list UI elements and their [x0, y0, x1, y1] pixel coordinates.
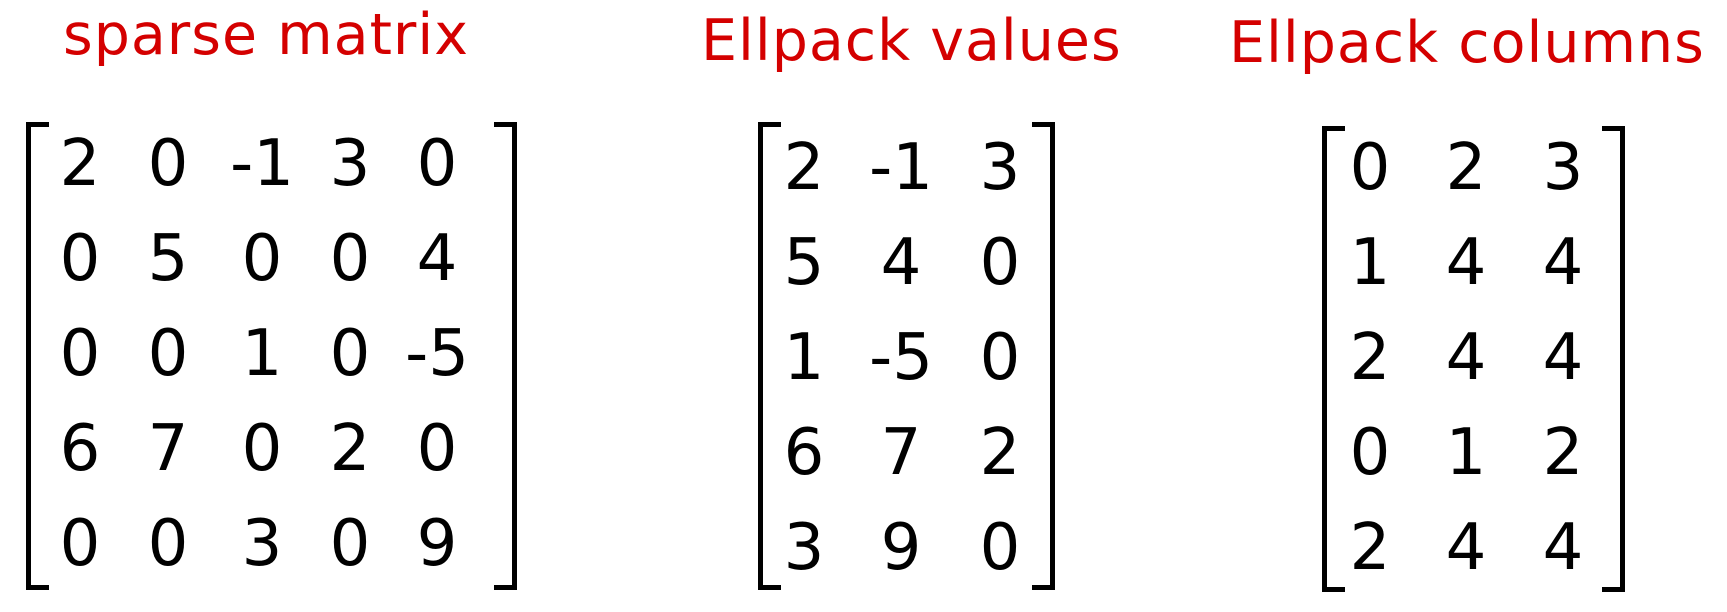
matrix-cell: 4	[416, 221, 458, 296]
matrix-cell: 3	[979, 130, 1021, 205]
matrix-cell: 3	[783, 510, 825, 585]
matrix-cell: -1	[230, 126, 294, 201]
matrix-cell: 0	[979, 225, 1021, 300]
matrix-cell: 4	[1542, 320, 1584, 395]
matrix-cell: 0	[979, 320, 1021, 395]
sparse-matrix	[40, 116, 482, 591]
matrix-cell: 0	[979, 510, 1021, 585]
matrix-cell: 0	[416, 126, 458, 201]
matrix-cell: 6	[783, 415, 825, 490]
matrix-cell: 9	[880, 510, 922, 585]
matrix-cell: 0	[147, 126, 189, 201]
matrix-cell: 2	[1349, 320, 1391, 395]
matrix-cell: 9	[416, 506, 458, 581]
ellpack-columns-right-bracket	[1602, 126, 1625, 592]
ellpack-columns-matrix	[1322, 120, 1612, 595]
matrix-cell: 1	[241, 316, 283, 391]
matrix-cell: 2	[1542, 415, 1584, 490]
ellpack-values-matrix	[758, 120, 1048, 595]
matrix-cell: 4	[1542, 510, 1584, 585]
ellpack-values-right-bracket	[1032, 122, 1055, 590]
matrix-cell: 2	[979, 415, 1021, 490]
matrix-cell: 0	[59, 316, 101, 391]
matrix-cell: 4	[1445, 510, 1487, 585]
matrix-cell: 3	[1542, 130, 1584, 205]
matrix-cell: -5	[405, 316, 469, 391]
matrix-cell: 5	[147, 221, 189, 296]
matrix-cell: 1	[783, 320, 825, 395]
ellpack-columns-title: Ellpack columns	[1229, 10, 1705, 76]
matrix-cell: 6	[59, 411, 101, 486]
matrix-cell: 0	[59, 506, 101, 581]
matrix-cell: 4	[1542, 225, 1584, 300]
matrix-cell: 7	[880, 415, 922, 490]
matrix-cell: 2	[59, 126, 101, 201]
matrix-cell: 0	[241, 221, 283, 296]
matrix-cell: 0	[416, 411, 458, 486]
matrix-cell: 0	[147, 506, 189, 581]
sparse-matrix-title: sparse matrix	[63, 2, 469, 68]
matrix-cell: 4	[1445, 320, 1487, 395]
matrix-cell: 0	[147, 316, 189, 391]
matrix-cell: 0	[59, 221, 101, 296]
matrix-cell: -1	[869, 130, 933, 205]
matrix-cell: 2	[329, 411, 371, 486]
matrix-cell: 4	[1445, 225, 1487, 300]
matrix-cell: 2	[1445, 130, 1487, 205]
ellpack-values-title: Ellpack values	[701, 8, 1122, 74]
matrix-cell: 7	[147, 411, 189, 486]
matrix-cell: 2	[783, 130, 825, 205]
matrix-cell: 0	[1349, 130, 1391, 205]
matrix-cell: 5	[783, 225, 825, 300]
matrix-cell: 0	[329, 221, 371, 296]
matrix-cell: -5	[869, 320, 933, 395]
sparse-matrix-right-bracket	[494, 122, 517, 590]
matrix-cell: 0	[241, 411, 283, 486]
matrix-cell: 4	[880, 225, 922, 300]
matrix-cell: 3	[329, 126, 371, 201]
matrix-cell: 2	[1349, 510, 1391, 585]
matrix-cell: 1	[1349, 225, 1391, 300]
matrix-cell: 0	[1349, 415, 1391, 490]
matrix-cell: 3	[241, 506, 283, 581]
matrix-cell: 1	[1445, 415, 1487, 490]
matrix-cell: 0	[329, 506, 371, 581]
matrix-cell: 0	[329, 316, 371, 391]
